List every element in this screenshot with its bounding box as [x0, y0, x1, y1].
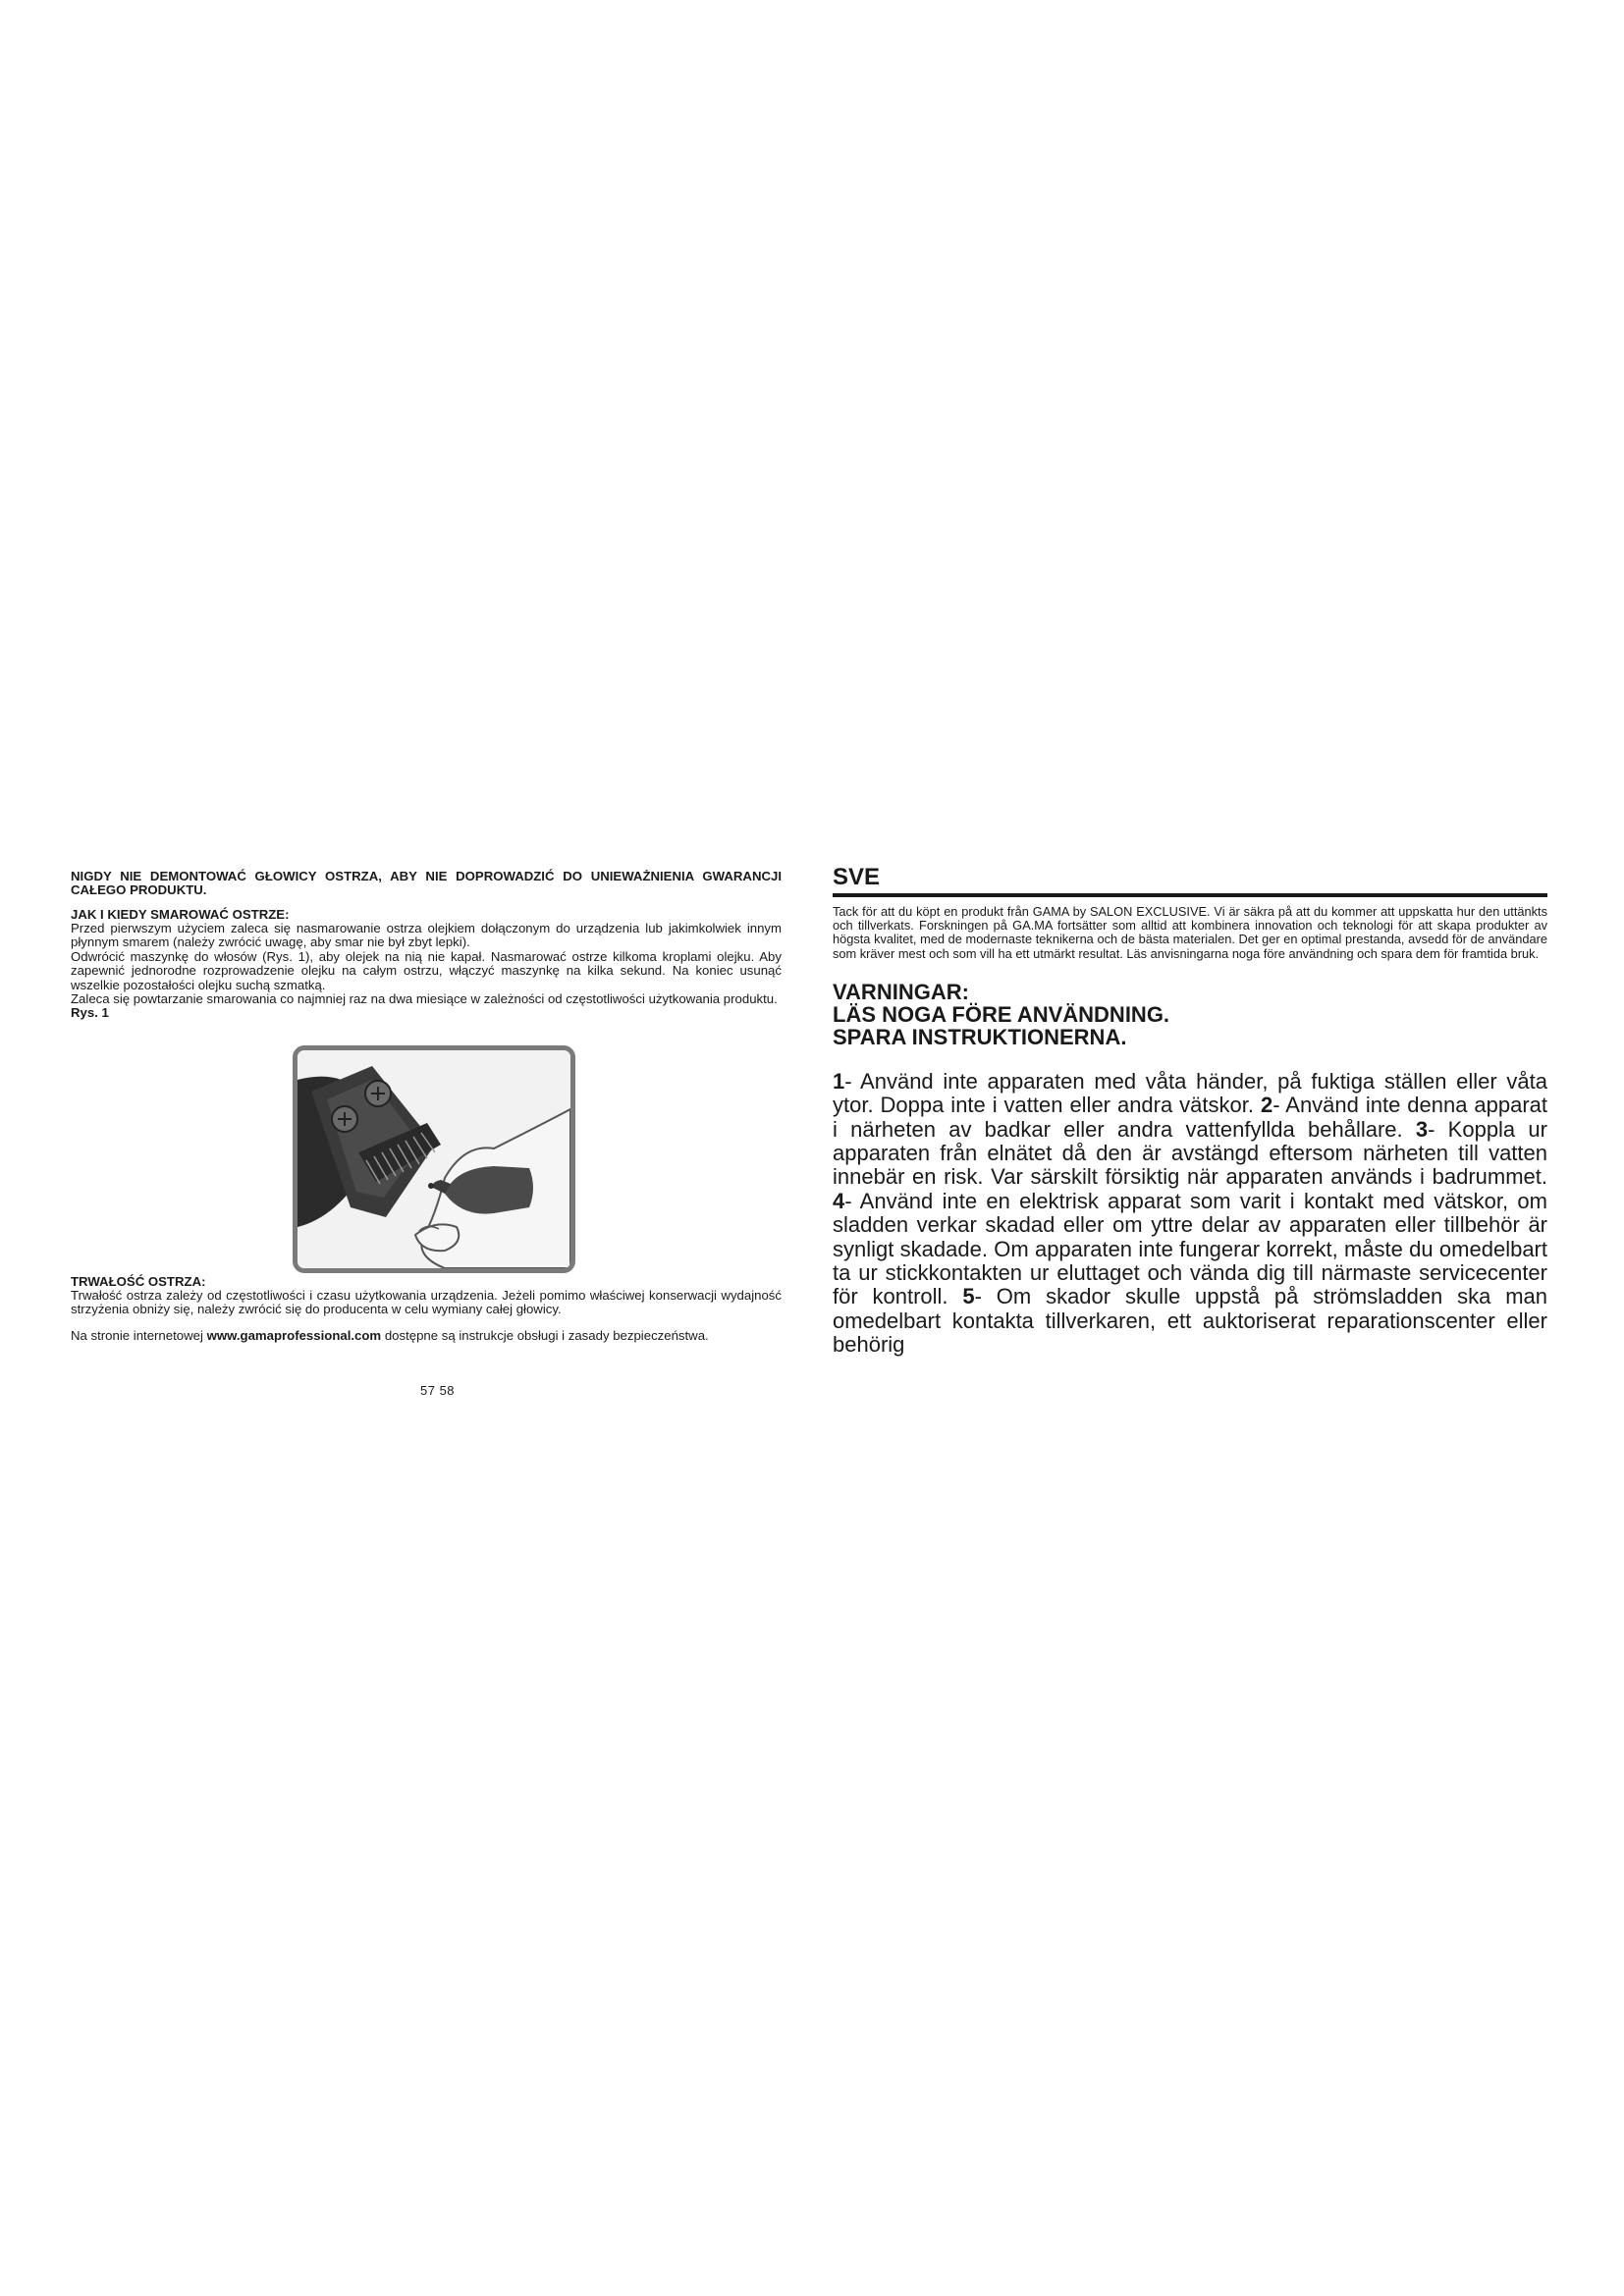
item-number-5: 5 — [962, 1284, 975, 1309]
warnings-line-1: VARNINGAR: — [833, 979, 969, 1004]
durability-heading: TRWAŁOŚĆ OSTRZA: — [71, 1274, 206, 1289]
swedish-column — [833, 864, 1547, 1358]
language-code: SVE — [833, 864, 881, 890]
website-paragraph — [71, 1329, 782, 1343]
item-number-4: 4 — [833, 1188, 845, 1213]
polish-column-lower — [71, 1275, 782, 1343]
intro-paragraph: Tack för att du köpt en produkt från GAMA by SALON EXCLUSIVE. Vi är säkra på att du kommer att uppskatta hur den uttänkts och tillverkats. Forskningen på GA.MA fortsätter som alltid att kombinera innovation och teknologi för att skapa produkter av högsta kvalitet, med de modernaste teknikerna och de bästa materialen. Det ger en optimal prestanda, avsedd för de användare som kräver mest och som vill ha ett utmärkt resultat. Läs anvisningarna noga före användning och spara dem för framtida bruk. — [833, 904, 1547, 961]
item-number-3: 3 — [1415, 1116, 1429, 1142]
website-suffix: dostępne są instrukcje obsługi i zasady bezpieczeństwa. — [384, 1327, 709, 1343]
clipper-oiling-figure — [293, 1045, 575, 1273]
lubrication-paragraph-2: Odwrócić maszynkę do włosów (Rys. 1), aby olejek na nią nie kapał. Nasmarować ostrze kilkoma kroplami olejku. Aby zapewnić jednorodne rozprowadzenie olejku na całym ostrzu, włączyć maszynkę na kilka sekund. Na koniec usunąć wszelkie pozostałości olejku suchą szmatką. — [71, 948, 782, 992]
item-text-3: - Koppla ur apparaten från elnätet då den är avstängd eftersom närheten till vatten innebär en risk. Var särskilt försiktig när apparaten används i badrummet. — [833, 1116, 1547, 1190]
warnings-line-2: LÄS NOGA FÖRE ANVÄNDNING. — [833, 1001, 1170, 1027]
item-text-2: - Använd inte denna apparat i närheten av badkar eller andra vattenfyllda behållare. — [833, 1093, 1547, 1142]
warnings-line-3: SPARA INSTRUKTIONERNA. — [833, 1024, 1127, 1049]
section-divider — [833, 893, 1547, 897]
durability-paragraph: Trwałość ostrza zależy od częstotliwości i czasu użytkowania urządzenia. Jeżeli pomimo właściwej konserwacji wydajność strzyżenia obniży się, należy zwrócić się do producenta w celu wymiany całej głowicy. — [71, 1288, 782, 1317]
warranty-warning-heading: NIGDY NIE DEMONTOWAĆ GŁOWICY OSTRZA, ABY NIE DOPROWADZIĆ DO UNIEWAŻNIENIA GWARANCJI CAŁEGO PRODUKTU. — [71, 869, 782, 897]
clipper-oiling-icon — [298, 1050, 570, 1268]
lubrication-paragraph-1: Przed pierwszym użyciem zaleca się nasmarowanie ostrza olejkiem dołączonym do urządzenia lub jakimkolwiek innym płynnym smarem (należy zwrócić uwagę, aby smar nie był zbyt lepki). — [71, 921, 782, 950]
website-link[interactable]: www.gamaprofessional.com — [206, 1327, 382, 1343]
warnings-heading — [833, 981, 1547, 1048]
item-number-1: 1 — [833, 1068, 845, 1094]
lubrication-heading: JAK I KIEDY SMAROWAĆ OSTRZE: — [71, 907, 290, 922]
item-text-1: - Använd inte apparaten med våta händer, på fuktiga ställen eller våta ytor. Doppa inte i vatten eller andra vätskor. — [833, 1068, 1547, 1118]
item-number-2: 2 — [1260, 1093, 1273, 1118]
page-numbers: 57 58 — [420, 1383, 456, 1398]
polish-column — [71, 870, 782, 1020]
item-text-5: - Om skador skulle uppstå på strömsladden ska man omedelbart kontakta tillverkaren, ett auktoriserat reparationscenter eller behörig — [833, 1284, 1547, 1358]
website-prefix: Na stronie internetowej — [71, 1327, 203, 1343]
figure-label: Rys. 1 — [71, 1005, 109, 1021]
item-text-4: - Använd inte en elektrisk apparat som varit i kontakt med vätskor, om sladden verkar skadad eller om yttre delar av apparaten eller tillbehör är synligt skadade. Om apparaten inte fungerar korrekt, måste du omedelbart ta ur stickkontakten ur eluttaget och vända dig till närmaste servicecenter för kontroll. — [833, 1188, 1547, 1309]
lubrication-paragraph-3: Zaleca się powtarzanie smarowania co najmniej raz na dwa miesiące w zależności od częstotliwości użytkowania produktu. — [71, 991, 778, 1007]
warnings-list — [833, 1070, 1547, 1358]
